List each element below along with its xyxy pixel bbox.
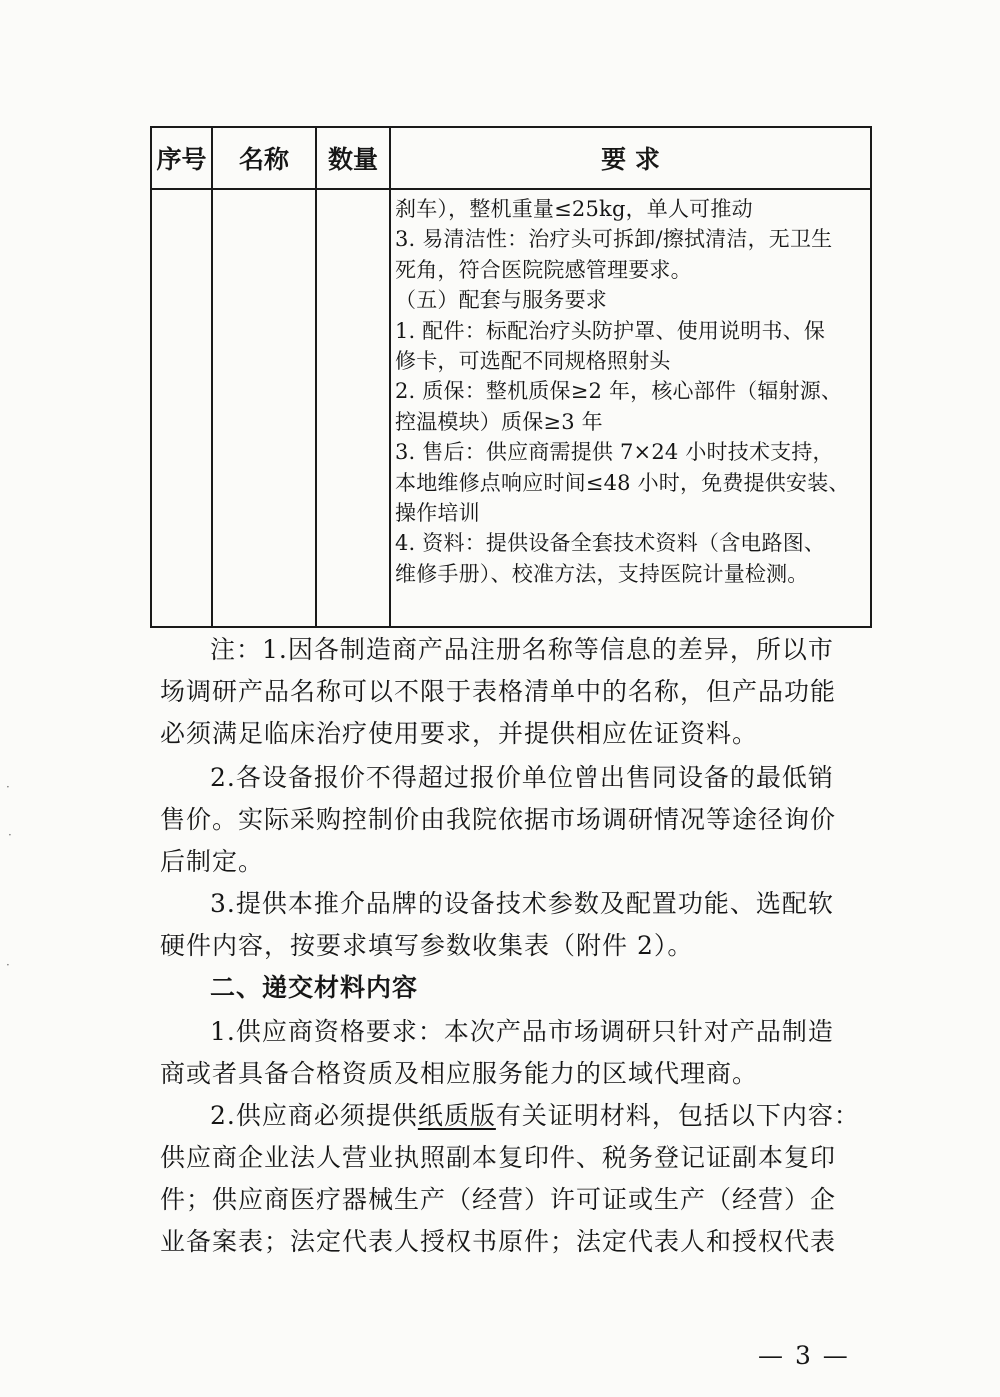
requirement-line: 刹车），整机重量≤25kg，单人可推动 — [395, 197, 753, 221]
header-serial: 序号 — [151, 127, 212, 189]
paragraph-line: 供应商企业法人营业执照副本复印件、税务登记证副本复印 — [160, 1143, 837, 1172]
paragraph-line: 商或者具备合格资质及相应服务能力的区域代理商。 — [160, 1059, 759, 1088]
table-row — [151, 189, 871, 627]
header-quantity: 数量 — [316, 127, 390, 189]
cell-quantity — [316, 189, 390, 627]
requirement-line: 控温模块）质保≥3 年 — [395, 409, 603, 434]
header-name: 名称 — [212, 127, 316, 189]
paragraph-text: 2.供应商必须提供 — [210, 1101, 418, 1130]
requirement-line: 本地维修点响应时间≤48 小时，免费提供安装、 — [395, 470, 850, 495]
requirement-line: 操作培训 — [395, 501, 480, 526]
requirement-line: 1. 配件：标配治疗头防护罩、使用说明书、保 — [395, 318, 826, 343]
note-line: 场调研产品名称可以不限于表格清单中的名称，但产品功能 — [160, 677, 837, 706]
note-line: 必须满足临床治疗使用要求，并提供相应佐证资料。 — [160, 719, 759, 748]
cell-name — [212, 189, 316, 627]
paragraph-line: 业备案表；法定代表人授权书原件；法定代表人和授权代表 — [160, 1227, 837, 1256]
page-number: — 3 — — [758, 1341, 850, 1370]
requirement-line: 2. 质保：整机质保≥2 年，核心部件（辐射源、 — [395, 379, 843, 404]
scan-mark: · — [6, 958, 10, 972]
header-requirements: 要 求 — [390, 127, 871, 189]
paragraph-text: 有关证明材料，包括以下内容： — [495, 1101, 860, 1130]
requirement-line: 3. 易清洁性：治疗头可拆卸/擦拭清洁，无卫生 — [395, 227, 833, 252]
requirement-line: 3. 售后：供应商需提供 7×24 小时技术支持， — [395, 440, 834, 465]
note-line: 售价。实际采购控制价由我院依据市场调研情况等途径询价 — [160, 805, 837, 834]
requirement-line: 修卡，可选配不同规格照射头 — [395, 349, 671, 374]
underlined-emphasis: 纸质版 — [417, 1101, 496, 1130]
note-line: 注：1.因各制造商产品注册名称等信息的差异，所以市 — [210, 635, 834, 664]
cell-serial — [151, 189, 212, 627]
cell-requirements — [390, 189, 871, 627]
requirement-line: 死角，符合医院院感管理要求。 — [395, 257, 692, 282]
note-line: 3.提供本推介品牌的设备技术参数及配置功能、选配软 — [210, 889, 834, 918]
paragraph-line — [210, 1096, 860, 1132]
scan-mark: · — [6, 780, 10, 794]
requirement-line: 4. 资料：提供设备全套技术资料（含电路图、 — [395, 531, 826, 556]
note-line: 硬件内容，按要求填写参数收集表（附件 2）。 — [160, 931, 694, 960]
paragraph-line: 1.供应商资格要求：本次产品市场调研只针对产品制造 — [210, 1017, 834, 1046]
paragraph-line: 件；供应商医疗器械生产（经营）许可证或生产（经营）企 — [160, 1185, 837, 1214]
note-line: 2.各设备报价不得超过报价单位曾出售同设备的最低销 — [210, 763, 834, 792]
requirement-line: （五）配套与服务要求 — [395, 288, 607, 313]
scan-mark: · — [8, 828, 12, 842]
requirement-line: 维修手册）、校准方法，支持医院计量检测。 — [395, 561, 809, 586]
requirements-table — [150, 126, 872, 628]
section-heading: 二、递交材料内容 — [210, 973, 419, 1002]
note-line: 后制定。 — [160, 847, 265, 876]
table-header-row — [151, 127, 871, 189]
